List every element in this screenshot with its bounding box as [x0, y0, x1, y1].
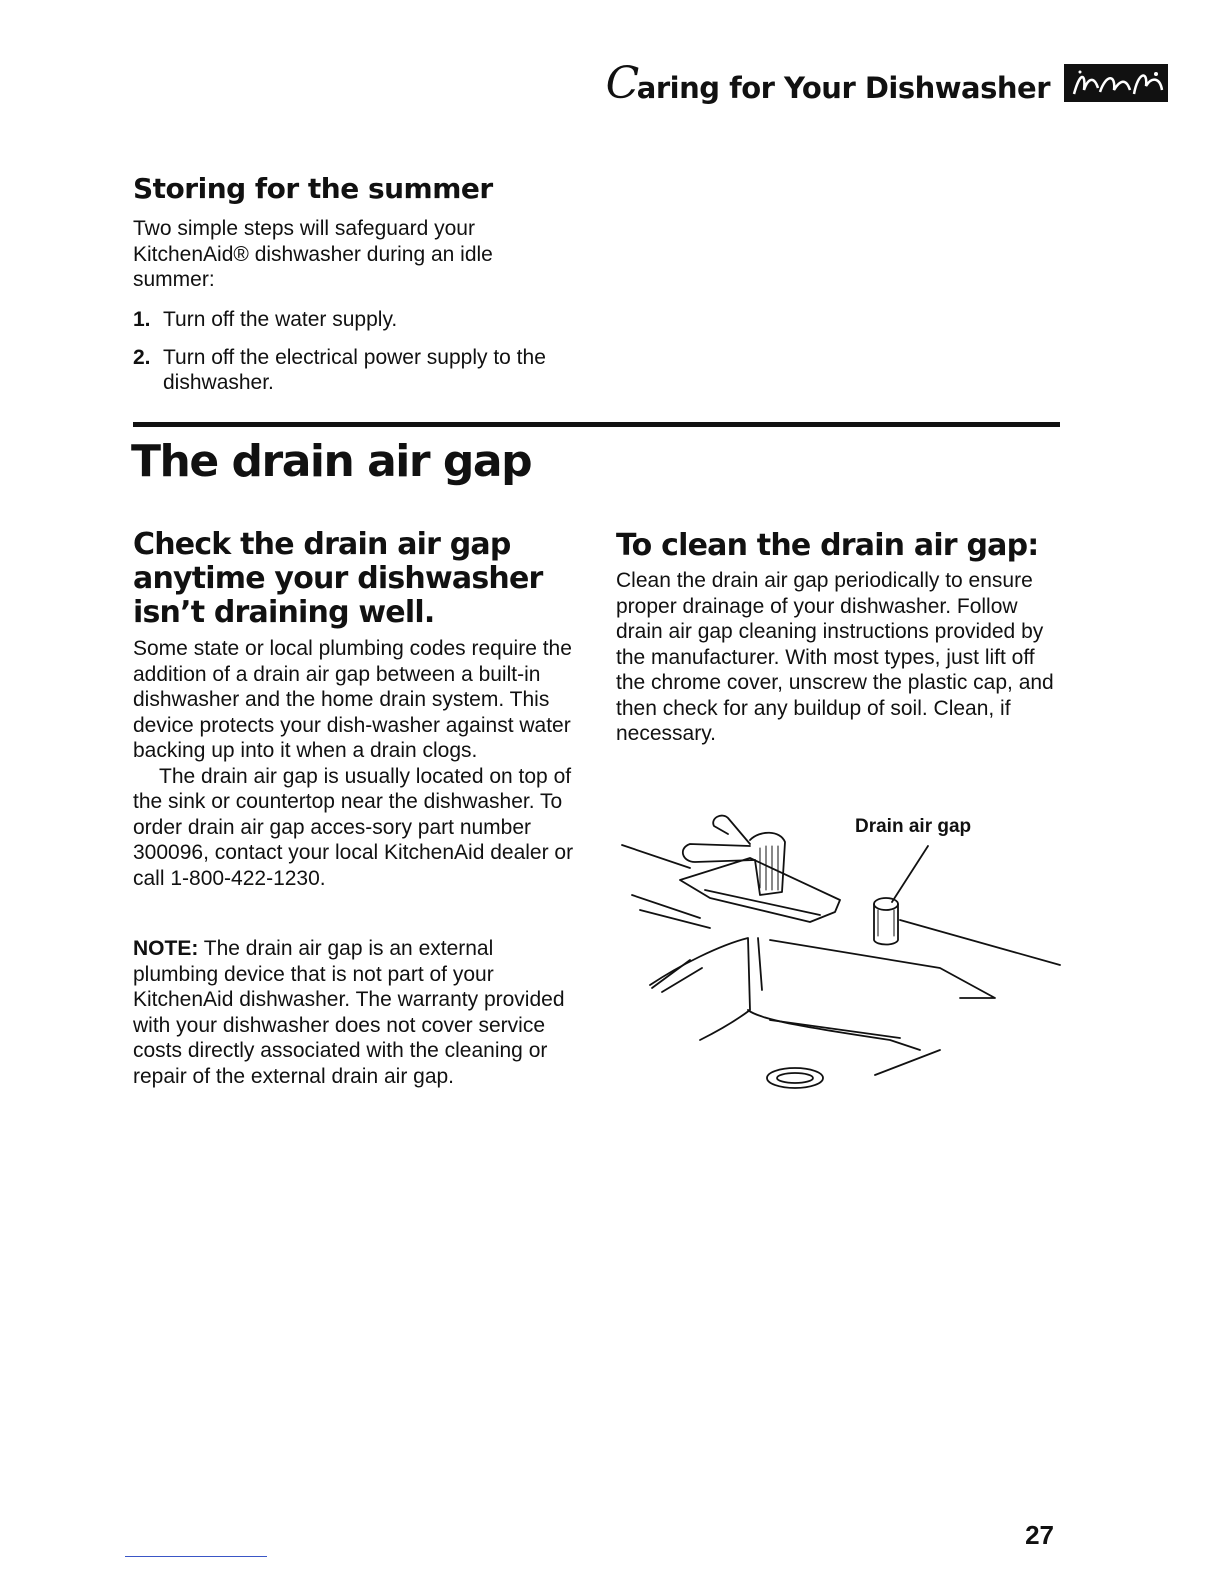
note-block [133, 936, 583, 1089]
note-label: NOTE: [133, 937, 199, 960]
note-paragraph [133, 936, 583, 1089]
kitchen-script-icon [1064, 64, 1168, 102]
list-item [133, 307, 593, 333]
page-number: 27 [1025, 1520, 1054, 1550]
sink-basin [662, 968, 702, 992]
step-text: Turn off the water supply. [163, 308, 398, 331]
page-header [605, 58, 1168, 109]
note-text: The drain air gap is an external plumbing device that is not part of your KitchenAid dishwasher. The warranty provided with your dishwasher does not cover service costs directly associated with the cleaning or repair of the external drain air gap. [133, 937, 565, 1088]
section-title: The drain air gap [131, 436, 532, 487]
countertop-edge [900, 920, 1060, 965]
sink-basin [770, 940, 995, 998]
faucet-body [760, 846, 778, 890]
storing-intro: Two simple steps will safeguard your KitchenAid® dishwasher during an idle summer: [133, 217, 493, 291]
section-divider [133, 422, 1060, 427]
footer-line [125, 1556, 267, 1557]
drain-air-gap-label: Drain air gap [855, 816, 972, 837]
step-text: Turn off the electrical power supply to the dishwasher. [163, 345, 546, 394]
clean-body [616, 568, 1066, 747]
countertop-edge [632, 895, 700, 918]
check-body [133, 636, 583, 891]
countertop-edge [640, 910, 710, 928]
storing-heading: Storing for the summer [133, 172, 493, 205]
clean-paragraph: Clean the drain air gap periodically to ensure proper drainage of your dishwasher. Follow drain air gap cleaning instructions provided by the manufacturer. With most types, just lift off the chrome cover, unscrew the plastic cap, and then check for any buildup of soil. Clean, if necessary. [616, 569, 1054, 745]
sink-drain [767, 1068, 823, 1088]
faucet-handle [713, 816, 750, 844]
sink-basin [770, 1020, 900, 1038]
sink-basin [758, 938, 762, 990]
label-leader-line [892, 846, 928, 902]
sink-basin [650, 938, 750, 1040]
storing-steps [133, 307, 593, 408]
sink-basin [652, 960, 690, 988]
clean-heading: To clean the drain air gap: [616, 528, 1039, 563]
sink-basin [748, 1010, 920, 1050]
list-item [133, 345, 593, 396]
air-gap-cap [878, 910, 894, 936]
sink-drain [777, 1073, 813, 1083]
check-heading: Check the drain air gap anytime your dishwasher isn’t draining well. [133, 527, 543, 630]
countertop-edge [622, 845, 690, 868]
step-number: 2. [133, 345, 151, 369]
check-paragraph-2: The drain air gap is usually located on top of the sink or countertop near the dishwasher. To order drain air gap acces-sory part number 300096, contact your local KitchenAid dealer or call 1-800-422-1230. [133, 764, 574, 890]
step-number: 1. [133, 308, 151, 331]
sink-diagram-illustration [610, 800, 1070, 1100]
sink-basin [875, 1050, 940, 1075]
header-title: Caring for Your Dishwasher [605, 58, 1050, 109]
check-paragraph-1: Some state or local plumbing codes require the addition of a drain air gap between a built-in dishwasher and the home drain system. This device protects your dish-washer against water backing up into it when a drain clogs. [133, 637, 572, 762]
faucet-body [750, 833, 785, 895]
